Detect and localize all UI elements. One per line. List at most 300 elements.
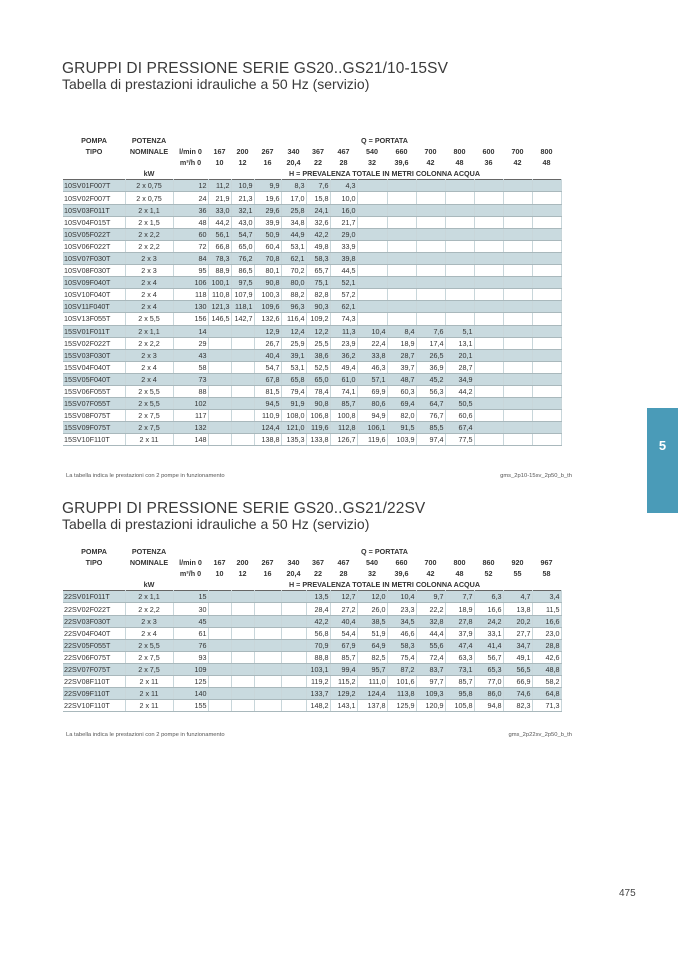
flow-m3h-value: 32 [368,158,376,168]
head-value-cell: 70,8 [254,252,281,264]
head-value-cell: 56,5 [503,663,532,675]
empty-cell [416,313,445,325]
head-value-cell: 64,7 [416,398,445,410]
empty-cell [416,277,445,289]
head-value-cell: 44,5 [330,265,357,277]
head-value-cell: 8,3 [281,180,306,192]
empty-cell [503,373,532,385]
flow-m3h-value: 32 [368,569,376,579]
empty-cell [445,289,474,301]
head-value-cell: 121,0 [281,422,306,434]
head-value-cell: 23,3 [387,603,416,615]
empty-cell [231,361,254,373]
flow-m3h-value: 36 [484,158,493,168]
empty-cell [254,651,281,663]
q0-cell: 125 [173,676,208,688]
power-cell: 2 x 2,2 [125,603,173,615]
flow-m3h-value: 48 [455,569,464,579]
empty-cell [208,676,231,688]
head-value-cell: 42,6 [532,651,561,663]
head-value-cell: 75,1 [306,277,330,289]
table-row [63,289,561,301]
table-row [63,398,561,410]
empty-cell [503,180,532,192]
head-value-cell: 49,8 [306,240,330,252]
head-value-cell: 53,1 [281,361,306,373]
empty-cell [254,676,281,688]
header-row-2 [63,557,561,568]
flow-lmin-value: 600 [482,147,495,157]
table-row [63,434,561,446]
empty-cell [231,603,254,615]
head-value-cell: 94,8 [474,700,503,712]
empty-cell [231,385,254,397]
head-value-cell: 28,4 [306,603,330,615]
head-value-cell: 148,2 [306,700,330,712]
head-value-cell: 29,0 [330,228,357,240]
pump-type-cell: 15SV01F011T [63,325,125,337]
flow-m3h-value: 22 [314,569,322,579]
head-value-cell: 32,1 [231,204,254,216]
head-value-cell: 87,2 [387,663,416,675]
head-value-cell: 16,6 [474,603,503,615]
q0-cell: 45 [173,615,208,627]
empty-cell [357,265,387,277]
head-value-cell: 112,8 [330,422,357,434]
head-value-cell: 124,4 [254,422,281,434]
nominale-header: NOMINALE [129,558,169,568]
empty-cell [254,603,281,615]
head-value-cell: 13,8 [503,603,532,615]
head-value-cell: 32,8 [416,615,445,627]
pump-type-cell: 10SV04F015T [63,216,125,228]
head-value-cell: 33,1 [474,627,503,639]
head-value-cell: 95,8 [445,688,474,700]
head-value-cell: 110,8 [208,289,231,301]
head-value-cell: 54,7 [254,361,281,373]
head-value-cell: 125,9 [387,700,416,712]
lmin-header: l/min 0 [179,558,202,568]
head-value-cell: 70,9 [306,639,330,651]
head-value-cell: 24,1 [306,204,330,216]
head-value-cell: 60,4 [254,240,281,252]
q0-cell: 24 [173,192,208,204]
head-value-cell: 21,9 [208,192,231,204]
head-value-cell: 33,9 [330,240,357,252]
table-row [63,180,561,192]
empty-cell [503,385,532,397]
head-value-cell: 129,2 [330,688,357,700]
prevalenza-header: H = PREVALENZA TOTALE IN METRI COLONNA ACQUA [288,169,481,179]
section1-table-code: gms_2p10-15sv_2p50_b_th [500,473,572,479]
section2-table-code: gms_2p22sv_2p50_b_th [508,732,572,738]
empty-cell [474,434,503,446]
empty-cell [208,591,231,603]
empty-cell [474,325,503,337]
empty-cell [474,216,503,228]
empty-cell [416,180,445,192]
q0-cell: 12 [173,180,208,192]
head-value-cell: 37,9 [445,627,474,639]
head-value-cell: 75,4 [387,651,416,663]
table-row [63,385,561,397]
empty-cell [231,398,254,410]
head-value-cell: 9,9 [254,180,281,192]
m3h-header: m³/h 0 [179,158,202,168]
table-row [63,627,561,639]
empty-cell [474,313,503,325]
pump-type-cell: 22SV04F040T [63,627,125,639]
head-value-cell: 33,0 [208,204,231,216]
empty-cell [445,265,474,277]
empty-cell [231,422,254,434]
head-value-cell: 97,7 [416,676,445,688]
head-value-cell: 12,4 [281,325,306,337]
empty-cell [503,192,532,204]
head-value-cell: 138,8 [254,434,281,446]
empty-cell [532,265,561,277]
flow-lmin-value: 700 [511,147,524,157]
head-value-cell: 33,8 [357,349,387,361]
empty-cell [281,676,306,688]
head-value-cell: 86,0 [474,688,503,700]
pump-type-cell: 22SV10F110T [63,700,125,712]
head-value-cell: 66,8 [208,240,231,252]
power-cell: 2 x 3 [125,615,173,627]
power-cell: 2 x 5,5 [125,385,173,397]
empty-cell [208,688,231,700]
tipo-header: TIPO [85,558,103,568]
head-value-cell: 41,4 [474,639,503,651]
power-cell: 2 x 0,75 [125,192,173,204]
empty-cell [231,676,254,688]
head-value-cell: 109,3 [416,688,445,700]
head-value-cell: 100,1 [208,277,231,289]
empty-cell [474,252,503,264]
head-value-cell: 7,6 [416,325,445,337]
empty-cell [208,410,231,422]
empty-cell [503,252,532,264]
table-row [63,663,561,675]
empty-cell [474,192,503,204]
power-cell: 2 x 3 [125,252,173,264]
head-value-cell: 50,9 [254,228,281,240]
head-value-cell: 4,3 [330,180,357,192]
empty-cell [503,398,532,410]
table-row [63,325,561,337]
head-value-cell: 56,3 [416,385,445,397]
flow-lmin-value: 367 [312,558,324,568]
q0-cell: 109 [173,663,208,675]
empty-cell [281,663,306,675]
table-row [63,192,561,204]
q0-cell: 29 [173,337,208,349]
empty-cell [503,301,532,313]
empty-cell [231,688,254,700]
empty-cell [231,325,254,337]
head-value-cell: 12,2 [306,325,330,337]
power-cell: 2 x 2,2 [125,337,173,349]
power-cell: 2 x 5,5 [125,398,173,410]
head-value-cell: 100,3 [254,289,281,301]
empty-cell [357,240,387,252]
power-cell: 2 x 1,5 [125,216,173,228]
empty-cell [254,663,281,675]
power-cell: 2 x 1,1 [125,325,173,337]
empty-cell [416,265,445,277]
q0-cell: 130 [173,301,208,313]
empty-cell [357,301,387,313]
empty-cell [357,313,387,325]
head-value-cell: 57,1 [357,373,387,385]
empty-cell [387,301,416,313]
section2-note: La tabella indica le prestazioni con 2 pompe in funzionamento [66,732,225,738]
q0-cell: 106 [173,277,208,289]
flow-lmin-value: 860 [482,558,495,568]
header-spacer [125,568,173,579]
head-value-cell: 58,3 [306,252,330,264]
power-cell: 2 x 3 [125,349,173,361]
head-value-cell: 88,9 [208,265,231,277]
head-value-cell: 69,9 [357,385,387,397]
empty-cell [532,180,561,192]
table-row [63,252,561,264]
header-row-1 [63,546,561,557]
empty-cell [231,639,254,651]
portata-header: Q = PORTATA [361,547,408,557]
potenza-header: POTENZA [131,547,167,557]
empty-cell [532,325,561,337]
pump-type-cell: 22SV08F110T [63,676,125,688]
empty-cell [231,349,254,361]
power-cell: 2 x 4 [125,277,173,289]
empty-cell [357,180,387,192]
head-value-cell: 80,1 [254,265,281,277]
q0-cell: 140 [173,688,208,700]
portata-header: Q = PORTATA [361,136,408,146]
empty-cell [208,337,231,349]
head-value-cell: 108,0 [281,410,306,422]
empty-cell [208,422,231,434]
head-value-cell: 65,8 [281,373,306,385]
section1-subtitle: Tabella di prestazioni idrauliche a 50 Hz (servizio) [62,76,370,92]
head-value-cell: 95,7 [357,663,387,675]
head-value-cell: 32,6 [306,216,330,228]
head-value-cell: 26,5 [416,349,445,361]
empty-cell [416,301,445,313]
pump-type-cell: 10SV06F022T [63,240,125,252]
head-value-cell: 18,9 [387,337,416,349]
header-row-4 [63,579,561,591]
header-spacer [173,579,208,591]
empty-cell [503,204,532,216]
empty-cell [445,204,474,216]
empty-cell [281,651,306,663]
flow-m3h-value: 48 [455,158,464,168]
power-cell: 2 x 4 [125,289,173,301]
empty-cell [387,240,416,252]
empty-cell [532,422,561,434]
table-row [63,277,561,289]
empty-cell [503,434,532,446]
pump-type-cell: 15SV08F075T [63,410,125,422]
head-value-cell: 34,7 [503,639,532,651]
header-spacer [63,579,125,591]
head-value-cell: 124,4 [357,688,387,700]
head-value-cell: 39,1 [281,349,306,361]
head-value-cell: 64,9 [357,639,387,651]
flow-lmin-value: 660 [395,558,408,568]
head-value-cell: 27,7 [503,627,532,639]
empty-cell [208,349,231,361]
head-value-cell: 11,3 [330,325,357,337]
pump-type-cell: 15SV03F030T [63,349,125,361]
empty-cell [254,615,281,627]
empty-cell [357,216,387,228]
empty-cell [503,216,532,228]
q0-cell: 132 [173,422,208,434]
head-value-cell: 109,2 [306,313,330,325]
head-value-cell: 56,7 [474,651,503,663]
head-value-cell: 44,9 [281,228,306,240]
flow-m3h-value: 48 [542,158,551,168]
head-value-cell: 82,5 [357,651,387,663]
head-value-cell: 5,1 [445,325,474,337]
head-value-cell: 12,7 [330,591,357,603]
head-value-cell: 82,0 [387,410,416,422]
power-cell: 2 x 11 [125,688,173,700]
empty-cell [503,240,532,252]
pump-type-cell: 10SV07F030T [63,252,125,264]
head-value-cell: 76,2 [231,252,254,264]
head-value-cell: 119,6 [357,434,387,446]
head-value-cell: 64,8 [532,688,561,700]
empty-cell [474,398,503,410]
flow-m3h-value: 10 [215,569,224,579]
empty-cell [357,252,387,264]
header-row-2 [63,146,561,157]
head-value-cell: 83,7 [416,663,445,675]
head-value-cell: 90,3 [306,301,330,313]
pump-type-cell: 22SV09F110T [63,688,125,700]
flow-lmin-value: 920 [511,558,524,568]
table-row [63,349,561,361]
head-value-cell: 29,6 [254,204,281,216]
q0-cell: 102 [173,398,208,410]
flow-lmin-value: 800 [453,558,466,568]
head-value-cell: 40,4 [254,349,281,361]
q0-cell: 117 [173,410,208,422]
empty-cell [532,434,561,446]
empty-cell [445,192,474,204]
flow-m3h-value: 12 [238,569,247,579]
empty-cell [532,301,561,313]
section2-subtitle: Tabella di prestazioni idrauliche a 50 Hz (servizio) [62,516,370,532]
head-value-cell: 81,5 [254,385,281,397]
q0-cell: 76 [173,639,208,651]
head-value-cell: 65,0 [306,373,330,385]
head-value-cell: 111,0 [357,676,387,688]
empty-cell [416,228,445,240]
head-value-cell: 65,7 [306,265,330,277]
header-row-4 [63,168,561,180]
page-number: 475 [619,888,636,899]
power-cell: 2 x 4 [125,373,173,385]
head-value-cell: 47,4 [445,639,474,651]
head-value-cell: 135,3 [281,434,306,446]
empty-cell [231,337,254,349]
head-value-cell: 25,8 [281,204,306,216]
power-cell: 2 x 4 [125,301,173,313]
head-value-cell: 85,5 [416,422,445,434]
empty-cell [231,591,254,603]
q0-cell: 36 [173,204,208,216]
table-row [63,313,561,325]
flow-lmin-value: 167 [213,558,226,568]
head-value-cell: 17,0 [281,192,306,204]
q0-cell: 84 [173,252,208,264]
pompa-header: POMPA [81,547,107,557]
flow-m3h-value: 42 [426,158,435,168]
potenza-header: POTENZA [131,136,167,146]
head-value-cell: 119,6 [306,422,330,434]
empty-cell [416,252,445,264]
empty-cell [474,289,503,301]
head-value-cell: 120,9 [416,700,445,712]
empty-cell [503,313,532,325]
empty-cell [416,289,445,301]
pump-type-cell: 10SV01F007T [63,180,125,192]
section2-title: GRUPPI DI PRESSIONE SERIE GS20..GS21/22SV [62,500,426,517]
section1-title: GRUPPI DI PRESSIONE SERIE GS20..GS21/10-15SV [62,60,449,77]
head-value-cell: 82,3 [503,700,532,712]
table-row [63,639,561,651]
head-value-cell: 11,2 [208,180,231,192]
empty-cell [503,289,532,301]
head-value-cell: 119,2 [306,676,330,688]
empty-cell [208,603,231,615]
head-value-cell: 137,8 [357,700,387,712]
head-value-cell: 60,3 [387,385,416,397]
header-row-3 [63,157,561,168]
flow-lmin-value: 340 [287,147,300,157]
empty-cell [387,228,416,240]
empty-cell [208,615,231,627]
empty-cell [445,301,474,313]
head-value-cell: 97,4 [416,434,445,446]
head-value-cell: 34,5 [387,615,416,627]
power-cell: 2 x 1,1 [125,204,173,216]
empty-cell [231,663,254,675]
head-value-cell: 65,3 [474,663,503,675]
table-row [63,651,561,663]
table-row [63,228,561,240]
head-value-cell: 67,8 [254,373,281,385]
head-value-cell: 74,6 [503,688,532,700]
empty-cell [532,192,561,204]
head-value-cell: 103,9 [387,434,416,446]
pump-type-cell: 10SV02F007T [63,192,125,204]
head-value-cell: 48,8 [532,663,561,675]
head-value-cell: 76,7 [416,410,445,422]
flow-lmin-value: 540 [366,558,378,568]
empty-cell [208,627,231,639]
q0-cell: 30 [173,603,208,615]
empty-cell [281,603,306,615]
flow-m3h-value: 55 [513,569,522,579]
power-cell: 2 x 7,5 [125,651,173,663]
empty-cell [387,277,416,289]
